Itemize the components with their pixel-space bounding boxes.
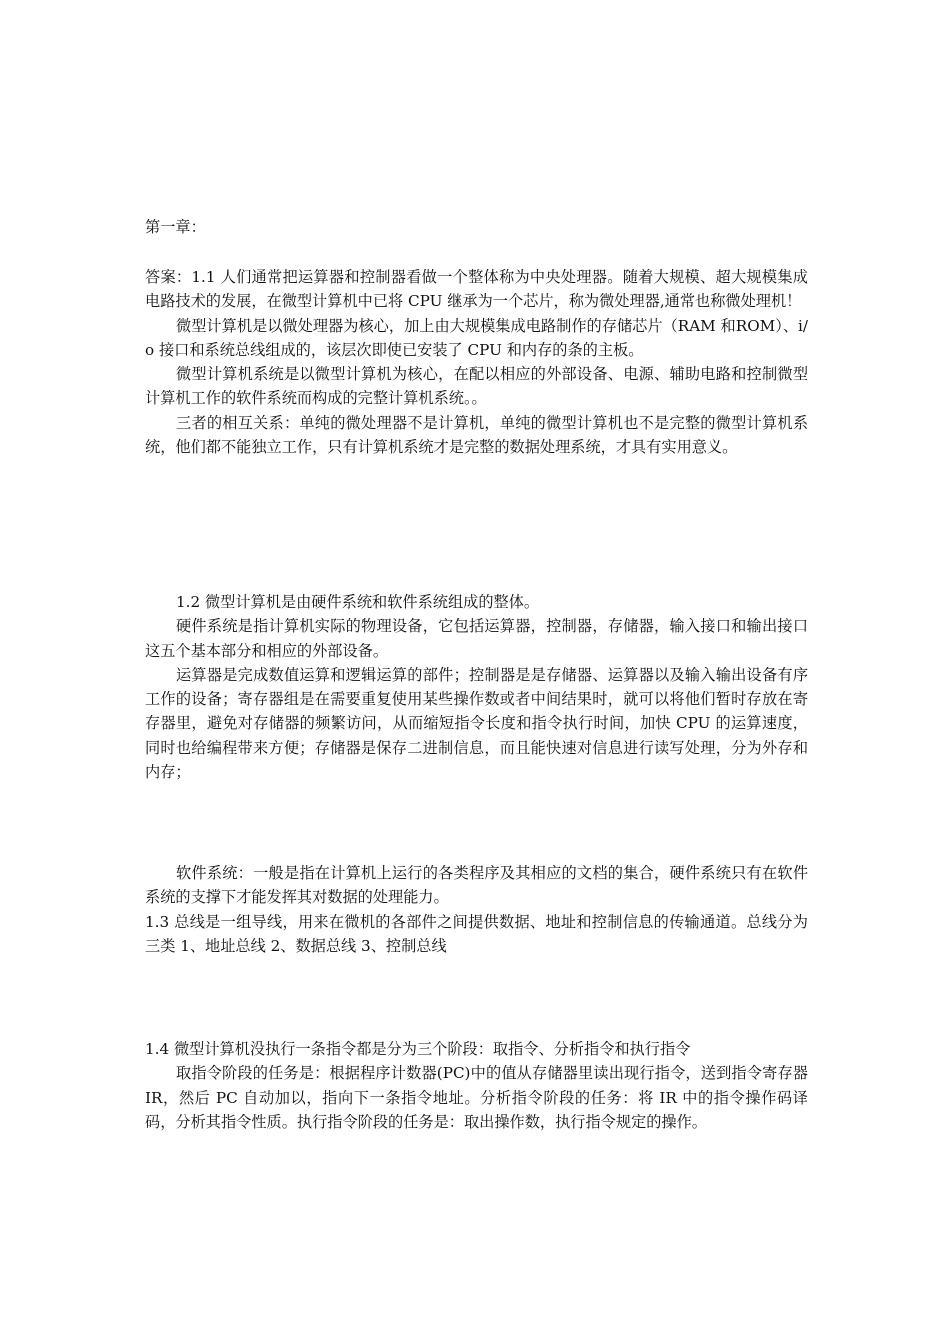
microcomputer-system-paragraph: 微型计算机系统是以微型计算机为核心，在配以相应的外部设备、电源、辅助电路和控制微型计算机工作的软件系统而构成的完整计算机系统。。	[145, 365, 808, 408]
section-1-3	[145, 861, 808, 958]
section-1-2	[145, 590, 808, 784]
software-system-paragraph: 软件系统：一般是指在计算机上运行的各类程序及其相应的文档的集合，硬件系统只有在软件系统的支撑下才能发挥其对数据的处理能力。	[145, 864, 808, 907]
microcomputer-paragraph: 微型计算机是以微处理器为核心，加上由大规模集成电路制作的存储芯片（RAM 和ROM）、i/o 接口和系统总线组成的，该层次即使已安装了 CPU 和内存的条的主板。	[145, 316, 808, 359]
hardware-system-paragraph: 硬件系统是指计算机实际的物理设备，它包括运算器，控制器，存储器，输入接口和输出接口这五个基本部分和相应的外部设备。	[145, 617, 808, 660]
answer-1-3-paragraph: 1.3 总线是一组导线，用来在微机的各部件之间提供数据、地址和控制信息的传输通道。总线分为三类 1、地址总线 2、数据总线 3、控制总线	[145, 912, 808, 955]
relationship-paragraph: 三者的相互关系：单纯的微处理器不是计算机，单纯的微型计算机也不是完整的微型计算机系统，他们都不能独立工作，只有计算机系统才是完整的数据处理系统，才具有实用意义。	[145, 413, 808, 457]
components-paragraph: 运算器是完成数值运算和逻辑运算的部件；控制器是是存储器、运算器以及输入输出设备有序工作的设备；寄存器组是在需要重复使用某些操作数或者中间结果时，就可以将他们暂时存放在寄存器里，避免对存储器的频繁访问，从而缩短指令长度和指令执行时间，加快 CPU 的运算速度，同时也给编程带来方便；存储器是保存二进制信息，而且能快速对信息进行读写处理，分为外存和内存；	[145, 665, 808, 782]
answer-1-4-paragraph: 1.4 微型计算机没执行一条指令都是分为三个阶段：取指令、分析指令和执行指令	[145, 1040, 691, 1058]
chapter-heading: 第一章：	[145, 218, 206, 236]
section-1-4	[145, 1037, 808, 1134]
instruction-phases-paragraph: 取指令阶段的任务是：根据程序计数器(PC)中的值从存储器里读出现行指令，送到指令寄存器 IR，然后 PC 自动加以，指向下一条指令地址。分析指令阶段的任务：将 IR 中的指令操作码译码，分析其指令性质。执行指令阶段的任务是：取出操作数，执行指令规定的操作。	[145, 1064, 808, 1131]
answer-1-2-paragraph: 1.2 微型计算机是由硬件系统和软件系统组成的整体。	[176, 593, 540, 611]
chapter-heading-block	[145, 215, 808, 239]
section-1-1	[145, 265, 808, 459]
answer-1-1-paragraph: 答案：1.1 人们通常把运算器和控制器看做一个整体称为中央处理器。随着大规模、超大规模集成电路技术的发展，在微型计算机中已将 CPU 继承为一个芯片，称为微处理器,通常也称微处理机！	[145, 268, 808, 311]
